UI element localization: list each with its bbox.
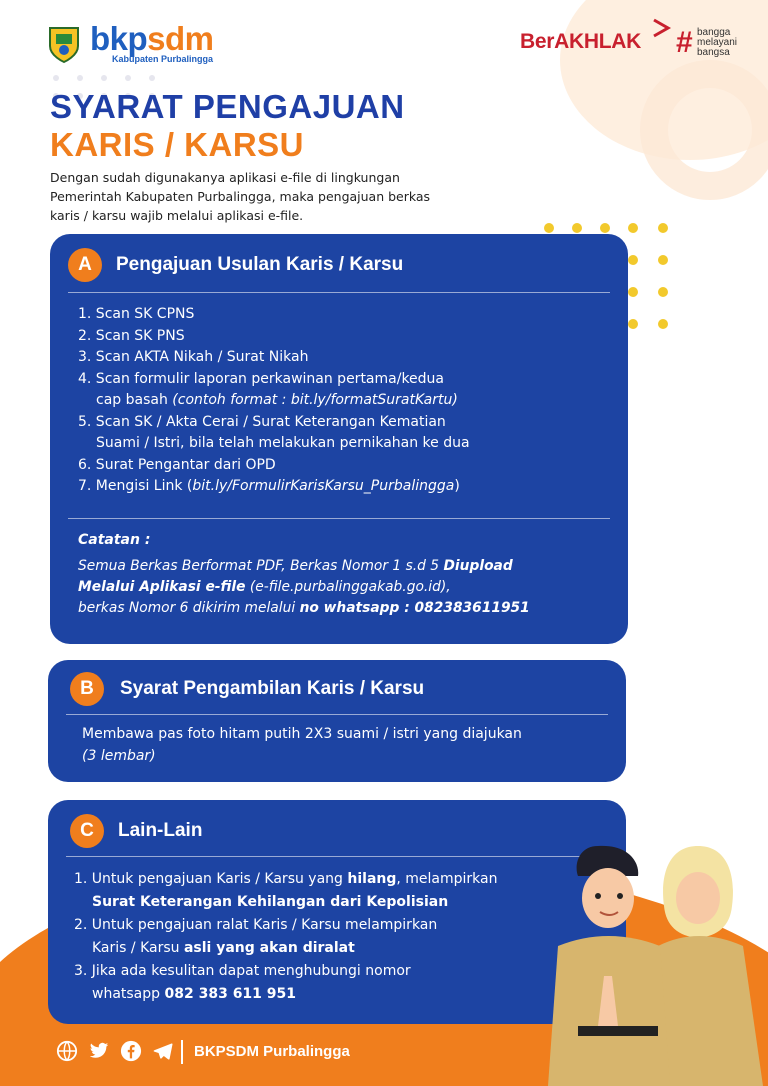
- purbalingga-emblem-icon: [46, 24, 82, 64]
- footer-account-name: BKPSDM Purbalingga: [194, 1043, 350, 1060]
- list-item-continuation: [74, 983, 498, 1006]
- section-a-divider: [68, 292, 610, 293]
- bangga-melayani-bangsa: [697, 28, 737, 58]
- bkpsdm-logo: [90, 20, 214, 58]
- list-item: 6. Surat Pengantar dari OPD: [78, 456, 276, 473]
- logo-brand-b: sdm: [147, 20, 214, 57]
- telegram-icon[interactable]: [152, 1040, 174, 1062]
- note-line: [78, 598, 530, 619]
- footer-separator: [181, 1040, 183, 1064]
- section-a-badge: A: [68, 248, 102, 282]
- tagline-word: bangsa: [697, 47, 730, 58]
- list-item-continuation: [78, 390, 470, 412]
- section-c-card: [48, 800, 626, 1024]
- section-b-line: (3 lembar): [82, 747, 156, 764]
- section-a-card: [50, 234, 628, 644]
- berakhlak-logo: BerAKHLAK: [520, 30, 641, 53]
- list-item: [78, 476, 470, 498]
- section-b-text: [82, 724, 522, 767]
- section-c-divider: [66, 856, 608, 857]
- list-item: 4. Scan formulir laporan perkawinan pertama/kedua: [78, 370, 445, 387]
- tagline-word: melayani: [697, 37, 738, 48]
- list-item-text: 1. Untuk pengajuan Karis / Karsu yang: [74, 871, 348, 887]
- note-line: [78, 556, 530, 577]
- list-item: 2. Scan SK PNS: [78, 327, 185, 344]
- civil-servants-illustration: [548, 826, 768, 1086]
- list-item-continuation: [74, 937, 498, 960]
- intro-line: karis / karsu wajib melalui aplikasi e-file.: [50, 208, 304, 223]
- hashtag-icon: #: [676, 26, 693, 59]
- list-item-text: ): [454, 478, 460, 494]
- section-b-line: Membawa pas foto hitam putih 2X3 suami / istri yang diajukan: [82, 726, 522, 742]
- intro-line: Dengan sudah digunakanya aplikasi e-file di lingkungan: [50, 170, 400, 185]
- list-item-continuation: Suami / Istri, bila telah melakukan pernikahan ke dua: [96, 435, 470, 451]
- social-icons: [56, 1040, 174, 1064]
- note-fragment: berkas Nomor 6 dikirim melalui: [78, 600, 300, 616]
- section-a-title: Pengajuan Usulan Karis / Karsu: [116, 254, 404, 275]
- section-b-badge: B: [70, 672, 104, 706]
- section-b-divider: [66, 714, 608, 715]
- logo-subtitle: Kabupaten Purbalingga: [112, 54, 214, 64]
- globe-icon[interactable]: [56, 1040, 78, 1062]
- facebook-icon[interactable]: [120, 1040, 142, 1062]
- list-item: 3. Jika ada kesulitan dapat menghubungi nomor: [74, 963, 411, 979]
- note-heading: Catatan :: [78, 532, 151, 548]
- note-fragment: Semua Berkas Berformat PDF, Berkas Nomor 1 s.d 5: [78, 558, 444, 574]
- section-b-card: [48, 660, 626, 782]
- twitter-icon[interactable]: [88, 1040, 110, 1062]
- intro-line: Pemerintah Kabupaten Purbalingga, maka pengajuan berkas: [50, 189, 431, 204]
- list-item: 1. Scan SK CPNS: [78, 306, 195, 322]
- section-c-title: Lain-Lain: [118, 820, 203, 841]
- page-title-line1: SYARAT PENGAJUAN: [50, 88, 405, 125]
- list-item-continuation: [74, 891, 498, 914]
- list-item-text: Karis / Karsu: [92, 940, 184, 956]
- section-c-list: [74, 868, 498, 1006]
- list-item: 3. Scan AKTA Nikah / Surat Nikah: [78, 349, 309, 365]
- logo-brand-a: bkp: [90, 20, 148, 57]
- section-c-badge: C: [70, 814, 104, 848]
- section-b-title: Syarat Pengambilan Karis / Karsu: [120, 678, 425, 699]
- section-a-list: [78, 304, 470, 498]
- note-fragment-bold: no whatsapp : 082383611951: [299, 600, 530, 616]
- list-item: 2. Untuk pengajuan ralat Karis / Karsu melampirkan: [74, 917, 438, 933]
- list-item-bold: Surat Keterangan Kehilangan dari Kepolisian: [92, 894, 449, 910]
- list-item-bold: hilang: [347, 871, 397, 887]
- format-link[interactable]: (contoh format : bit.ly/formatSuratKartu): [172, 392, 458, 408]
- note-fragment: (e-file.purbalinggakab.go.id),: [245, 579, 451, 595]
- note-line: [78, 577, 530, 598]
- section-a-note-divider: [68, 518, 610, 519]
- tagline-word: bangga: [697, 27, 731, 38]
- intro-text: [50, 168, 470, 225]
- list-item-text: 7. Mengisi Link (: [78, 478, 193, 494]
- list-item-text: whatsapp: [92, 986, 165, 1002]
- list-item-bold: asli yang akan diralat: [183, 940, 355, 956]
- list-item: 5. Scan SK / Akta Cerai / Surat Keterangan Kematian: [78, 413, 446, 430]
- list-item: [74, 868, 498, 891]
- form-link[interactable]: bit.ly/FormulirKarisKarsu_Purbalingga: [192, 478, 455, 494]
- note-fragment-bold: Diupload: [443, 558, 513, 574]
- whatsapp-number[interactable]: 082 383 611 951: [164, 986, 297, 1002]
- berakhlak-chevron-icon: [652, 18, 672, 40]
- background-ring-peach: [640, 60, 768, 200]
- page-title-line2: KARIS / KARSU: [50, 126, 305, 163]
- note-text: [78, 556, 530, 619]
- note-fragment-bold: Melalui Aplikasi e-file: [78, 579, 246, 595]
- list-item-text: cap basah: [96, 392, 173, 408]
- list-item-text: , melampirkan: [396, 871, 498, 887]
